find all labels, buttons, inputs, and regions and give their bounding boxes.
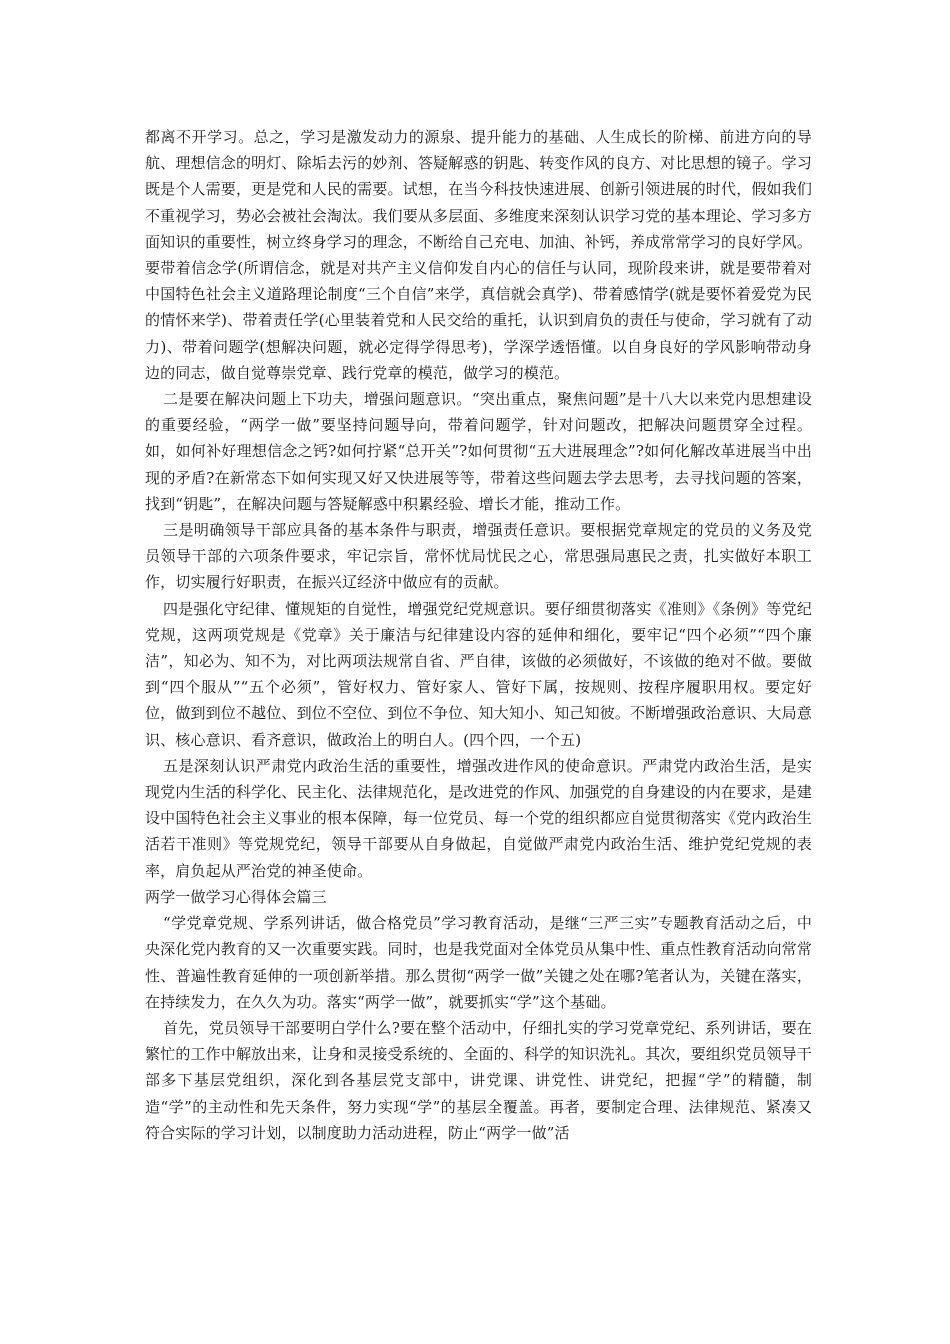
paragraph-first-point-part-three: 首先，党员领导干部要明白学什么?要在整个活动中，仔细扎实的学习党章党纪、系列讲话，要在繁忙的工作中解放出来，让身和灵接受系统的、全面的、科学的知识洗礼。其次，要组织党员领导干部多下基层党组织，深化到各基层党支部中，讲党课、讲党性、讲党纪，把握“学”的精髓，制造“学”的主动性和先天条件，努力实现“学”的基层全覆盖。再者，要制定合理、法律规范、紧凑又符合实际的学习计划，以制度助力活动进程，防止“两学一做”活 [145,1018,812,1142]
paragraph-point-four: 四是强化守纪律、懂规矩的自觉性，增强党纪党规意识。要仔细贯彻落实《准则》《条例》等党纪党规，这两项党规是《党章》关于廉洁与纪律建设内容的延伸和细化，要牢记“四个必须”“四个廉洁”，知必为、知不为，对比两项法规常自省、严自律，该做的必须做好，不该做的绝对不做。要做到“四个服从”“五个必须”，管好权力、管好家人、管好下属，按规则、按程序履职用权。要定好位，做到到位不越位、到位不空位、到位不争位、知大知小、知己知彼。不断增强政治意识、大局意识、核心意识、看齐意识，做政治上的明白人。(四个四，一个五) [145,599,812,749]
document-body [145,124,812,1146]
paragraph-continued-learning: 都离不开学习。总之，学习是激发动力的源泉、提升能力的基础、人生成长的阶梯、前进方向的导航、理想信念的明灯、除垢去污的妙剂、答疑解惑的钥匙、转变作风的良方、对比思想的镜子。学习既是个人需要，更是党和人民的需要。试想，在当今科技快速进展、创新引领进展的时代，假如我们不重视学习，势必会被社会淘汰。我们要从多层面、多维度来深刻认识学习党的基本理论、学习多方面知识的重要性，树立终身学习的理念，不断给自己充电、加油、补钙，养成常常学习的良好学风。要带着信念学(所谓信念，就是对共产主义信仰发自内心的信任与认同，现阶段来讲，就是要带着对中国特色社会主义道路理论制度“三个自信”来学，真信就会真学)、带着感情学(就是要怀着爱党为民的情怀来学)、带着责任学(心里装着党和人民交给的重托，认识到肩负的责任与使命，学习就有了动力)、带着问题学(想解决问题，就必定得学得思考)，学深学透悟懂。以自身良好的学风影响带动身边的同志，做自觉尊崇党章、践行党章的模范，做学习的模范。 [145,128,812,382]
paragraph-point-two: 二是要在解决问题上下功夫，增强问题意识。“突出重点，聚焦问题”是十八大以来党内思想建设的重要经验，“两学一做”要坚持问题导向，带着问题学，针对问题改，把解决问题贯穿全过程。如，如何补好理想信念之钙?如何拧紧“总开关”?如何贯彻“五大进展理念”?如何化解改革进展当中出现的矛盾?在新常态下如何实现又好又快进展等等，带着这些问题去学去思考，去寻找问题的答案，找到“钥匙”，在解决问题与答疑解惑中积累经验、增长才能，推动工作。 [145,390,812,513]
paragraph-intro-part-three: “学党章党规、学系列讲话，做合格党员”学习教育活动，是继“三严三实”专题教育活动之后，中央深化党内教育的又一次重要实践。同时，也是我党面对全体党员从集中性、重点性教育活动向常常性、普遍性教育延伸的一项创新举措。那么贯彻“两学一做”关键之处在哪?笔者认为，关键在落实，在持续发力，在久久为功。落实“两学一做”，就要抓实“学”这个基础。 [145,914,812,1011]
paragraph-point-five: 五是深刻认识严肃党内政治生活的重要性，增强改进作风的使命意识。严肃党内政治生活，是实现党内生活的科学化、民主化、法律规范化，是改进党的作风、加强党的自身建设的内在要求，是建设中国特色社会主义事业的根本保障，每一位党员、每一个党的组织都应自觉贯彻落实《党内政治生活若干准则》等党规党纪，领导干部要从自身做起，自觉做严肃党内政治生活、维护党纪党规的表率，肩负起从严治党的神圣使命。 [145,756,812,880]
section-heading: 两学一做学习心得体会篇三 [145,887,327,906]
paragraph-point-three: 三是明确领导干部应具备的基本条件与职责，增强责任意识。要根据党章规定的党员的义务及党员领导干部的六项条件要求，牢记宗旨，常怀忧局忧民之心，常思强局惠民之责，扎实做好本职工作，切实履行好职责，在振兴辽经济中做应有的贡献。 [145,521,812,592]
